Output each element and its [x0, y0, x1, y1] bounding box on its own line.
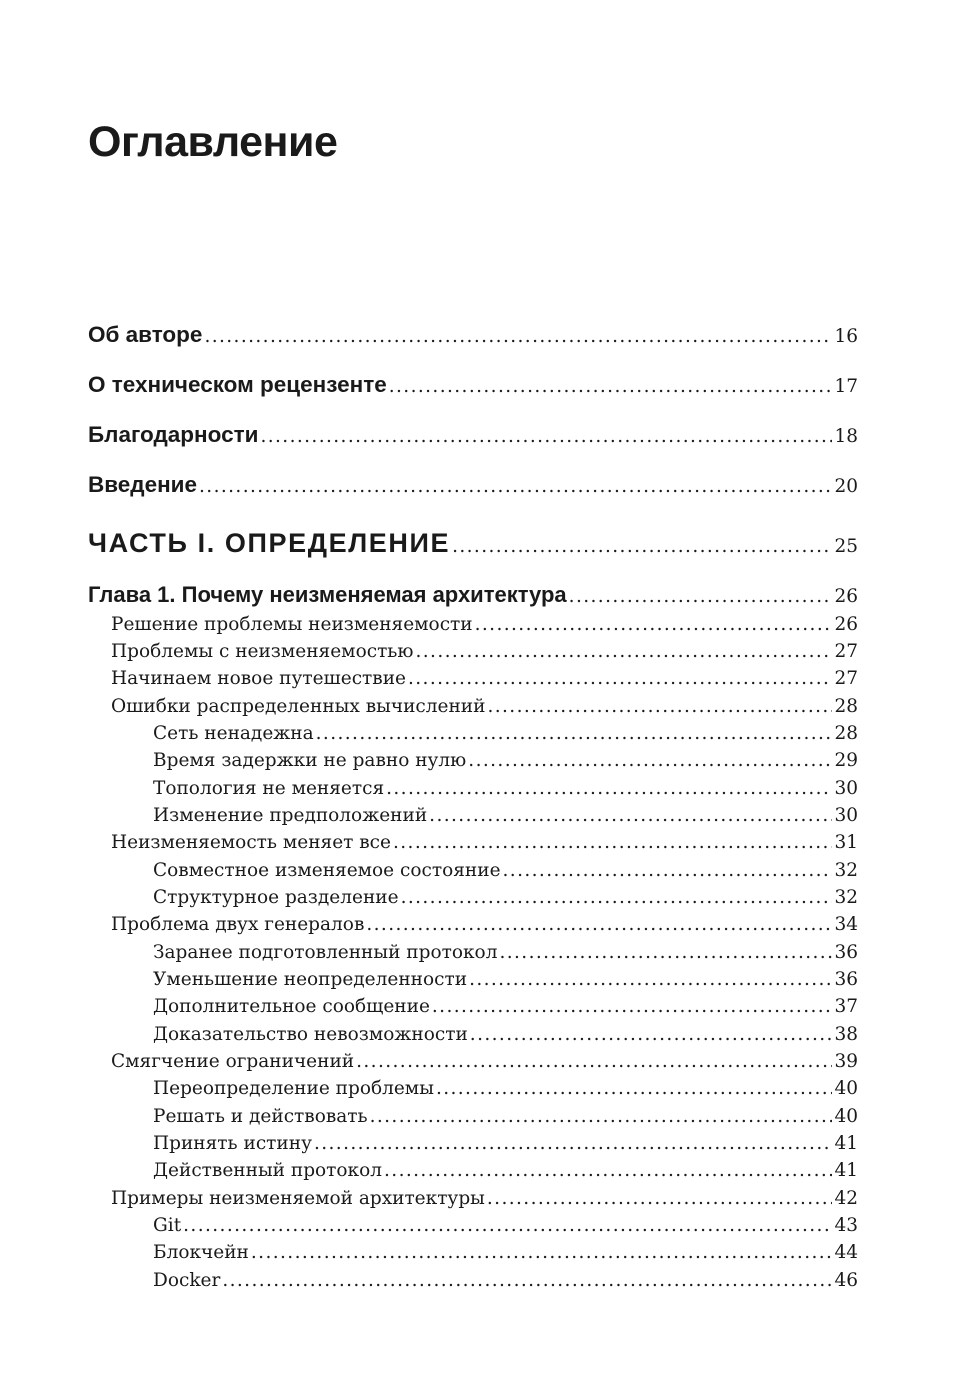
toc-entry-label: Изменение предположений	[153, 805, 428, 826]
toc-leader-dots	[452, 536, 832, 557]
toc-leader-dots	[222, 1270, 832, 1291]
toc-leader-dots	[389, 376, 833, 397]
toc-leader-dots	[384, 1160, 832, 1181]
toc-page-number: 37	[834, 996, 858, 1017]
toc-entry-label: Сеть ненадежна	[153, 723, 314, 744]
toc-page-number: 29	[834, 750, 858, 771]
toc-page-number: 28	[834, 696, 858, 717]
toc-entry-label: О техническом рецензенте	[88, 372, 387, 397]
toc-entry-label: Топология не меняется	[153, 778, 385, 799]
toc-section-entry[interactable]	[111, 641, 858, 662]
toc-entry-label: Ошибки распределенных вычислений	[111, 696, 486, 717]
toc-page-number: 28	[834, 723, 858, 744]
toc-leader-dots	[314, 1133, 832, 1154]
toc-chapter-label: Глава 1. Почему неизменяемая архитектура	[88, 582, 567, 607]
toc-page-number: 26	[834, 614, 858, 635]
toc-subsection-entry[interactable]	[153, 1215, 858, 1236]
toc-entry-label: Проблема двух генералов	[111, 914, 365, 935]
toc-page-number: 36	[834, 942, 858, 963]
toc-leader-dots	[499, 942, 832, 963]
toc-entry-label: Смягчение ограничений	[111, 1051, 355, 1072]
toc-leader-dots	[470, 1024, 833, 1045]
toc-leader-dots	[199, 476, 832, 497]
toc-section-entry[interactable]	[111, 832, 858, 853]
toc-entry-label: Введение	[88, 472, 198, 497]
toc-entry-label: Переопределение проблемы	[153, 1078, 434, 1099]
toc-page-number: 17	[834, 376, 858, 397]
toc-entry-label: Заранее подготовленный протокол	[153, 942, 498, 963]
toc-part-label: ЧАСТЬ I. ОПРЕДЕЛЕНИЕ	[88, 528, 451, 558]
page-title: Оглавление	[88, 118, 338, 166]
toc-subsection-entry[interactable]	[153, 996, 858, 1017]
toc-leader-dots	[475, 614, 833, 635]
toc-subsection-entry[interactable]	[153, 860, 858, 881]
toc-page-number: 25	[834, 536, 858, 557]
toc-entry-about-author[interactable]	[88, 322, 858, 348]
toc-leader-dots	[356, 1051, 832, 1072]
toc-entry-label: Блокчейн	[153, 1242, 249, 1263]
toc-entry-label: Решение проблемы неизменяемости	[111, 614, 473, 635]
toc-entry-label: Действенный протокол	[153, 1160, 383, 1181]
toc-entry-label: Уменьшение неопределенности	[153, 969, 468, 990]
toc-page-number: 38	[834, 1024, 858, 1045]
toc-section-entry[interactable]	[111, 914, 858, 935]
toc-leader-dots	[386, 778, 832, 799]
toc-page-number: 42	[834, 1188, 858, 1209]
toc-page-number: 43	[834, 1215, 858, 1236]
toc-page-number: 27	[834, 641, 858, 662]
toc-entry-label: Git	[153, 1215, 182, 1236]
toc-page-number: 40	[834, 1078, 858, 1099]
toc-page-number: 31	[834, 832, 858, 853]
toc-leader-dots	[436, 1078, 833, 1099]
toc-subsection-entry[interactable]	[153, 1024, 858, 1045]
toc-page-number: 30	[834, 805, 858, 826]
toc-page-number: 34	[834, 914, 858, 935]
toc-entry-label: Docker	[153, 1270, 221, 1291]
toc-leader-dots	[393, 832, 832, 853]
toc-page-number: 32	[834, 860, 858, 881]
toc-entry-introduction[interactable]	[88, 472, 858, 498]
toc-subsection-entry[interactable]	[153, 1133, 858, 1154]
toc-entry-label: Решать и действовать	[153, 1106, 368, 1127]
toc-leader-dots	[401, 887, 833, 908]
toc-page-number: 41	[834, 1160, 858, 1181]
toc-subsection-entry[interactable]	[153, 1160, 858, 1181]
toc-page-number: 41	[834, 1133, 858, 1154]
toc-section-entry[interactable]	[111, 668, 858, 689]
toc-section-entry[interactable]	[111, 614, 858, 635]
toc-subsection-entry[interactable]	[153, 723, 858, 744]
toc-entry-label: Доказательство невозможности	[153, 1024, 468, 1045]
toc-subsection-entry[interactable]	[153, 1270, 858, 1291]
toc-leader-dots	[569, 586, 833, 607]
toc-entry-label: Об авторе	[88, 322, 203, 347]
toc-leader-dots	[469, 969, 832, 990]
toc-page-number: 20	[834, 476, 858, 497]
toc-entry-label: Принять истину	[153, 1133, 312, 1154]
toc-leader-dots	[468, 750, 832, 771]
toc-subsection-entry[interactable]	[153, 805, 858, 826]
toc-entry-label: Совместное изменяемое состояние	[153, 860, 501, 881]
toc-leader-dots	[432, 996, 833, 1017]
toc-leader-dots	[503, 860, 833, 881]
toc-entry-label: Примеры неизменяемой архитектуры	[111, 1188, 485, 1209]
toc-leader-dots	[429, 805, 832, 826]
toc-leader-dots	[183, 1215, 832, 1236]
toc-entry-label: Проблемы с неизменяемостью	[111, 641, 414, 662]
toc-page-number: 36	[834, 969, 858, 990]
toc-subsection-entry[interactable]	[153, 750, 858, 771]
toc-subsection-entry[interactable]	[153, 778, 858, 799]
toc-section-entry[interactable]	[111, 1051, 858, 1072]
toc-page-number: 30	[834, 778, 858, 799]
toc-entry-label: Неизменяемость меняет все	[111, 832, 391, 853]
toc-entry-chapter-1[interactable]	[88, 582, 858, 608]
toc-leader-dots	[415, 641, 832, 662]
toc-entry-label: Благодарности	[88, 422, 259, 447]
toc-page-number: 40	[834, 1106, 858, 1127]
toc-entry-label: Дополнительное сообщение	[153, 996, 430, 1017]
toc-subsection-entry[interactable]	[153, 1106, 858, 1127]
toc-page-number: 16	[834, 326, 858, 347]
toc-subsection-entry[interactable]	[153, 969, 858, 990]
toc-entry-tech-reviewer[interactable]	[88, 372, 858, 398]
toc-section-entry[interactable]	[111, 696, 858, 717]
toc-entry-label: Начинаем новое путешествие	[111, 668, 406, 689]
toc-leader-dots	[370, 1106, 833, 1127]
toc-page-number: 44	[834, 1242, 858, 1263]
toc-subsection-entry[interactable]	[153, 942, 858, 963]
toc-subsection-entry[interactable]	[153, 1242, 858, 1263]
toc-leader-dots	[408, 668, 832, 689]
toc-page-number: 18	[834, 426, 858, 447]
toc-entry-label: Структурное разделение	[153, 887, 399, 908]
toc-page-number: 27	[834, 668, 858, 689]
toc-leader-dots	[204, 326, 832, 347]
toc-page-number: 39	[834, 1051, 858, 1072]
toc-page-number: 26	[834, 586, 858, 607]
toc-subsection-entry[interactable]	[153, 887, 858, 908]
toc-leader-dots	[366, 914, 832, 935]
toc-subsection-entry[interactable]	[153, 1078, 858, 1099]
toc-leader-dots	[316, 723, 833, 744]
toc-leader-dots	[260, 426, 832, 447]
toc-leader-dots	[251, 1242, 833, 1263]
toc-section-entry[interactable]	[111, 1188, 858, 1209]
toc-leader-dots	[487, 696, 832, 717]
toc-entry-acknowledgements[interactable]	[88, 422, 858, 448]
toc-page-number: 32	[834, 887, 858, 908]
toc-entry-part-1[interactable]	[88, 528, 858, 559]
toc-entry-label: Время задержки не равно нулю	[153, 750, 467, 771]
toc-page-number: 46	[834, 1270, 858, 1291]
toc-leader-dots	[487, 1188, 833, 1209]
